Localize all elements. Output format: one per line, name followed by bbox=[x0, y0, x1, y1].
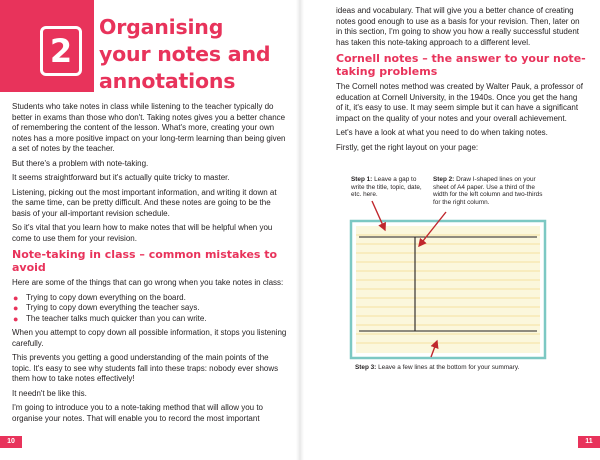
chapter-title-line-2: your notes and bbox=[99, 42, 271, 66]
paragraph: I'm going to introduce you to a note-taking method that will allow you to organise your notes. That will enable you to record the most important bbox=[12, 403, 264, 423]
chapter-title-line-1: Organising bbox=[99, 15, 224, 39]
page-number-left: 10 bbox=[0, 436, 22, 448]
paragraph: Here are some of the things that can go wrong when you take notes in class: bbox=[12, 278, 284, 287]
section-heading-mistakes: Note-taking in class – common mistakes to avoid bbox=[12, 248, 278, 274]
step-1-arrow bbox=[372, 201, 385, 230]
paragraph: Let's have a look at what you need to do when taking notes. bbox=[336, 128, 548, 137]
paragraph: Listening, picking out the most important information, and writing it down at the same time, can be pretty difficult. And these notes are going to be the basis of your all-important revision schedule. bbox=[12, 187, 277, 218]
paragraph: So it's vital that you learn how to make notes that will be helpful when you come to use them for your revision. bbox=[12, 223, 273, 243]
paragraph: Firstly, get the right layout on your page: bbox=[336, 142, 479, 152]
bullet-icon: ● bbox=[13, 303, 19, 313]
paragraph: It needn't be like this. bbox=[12, 388, 87, 398]
paragraph: When you attempt to copy down all possible information, it stops you listening carefully. bbox=[12, 328, 287, 348]
paragraph: It seems straightforward but it's actually quite tricky to master. bbox=[12, 173, 230, 182]
chapter-number: 2 bbox=[40, 26, 82, 76]
paragraph: ideas and vocabulary. That will give you a better chance of creating notes good enough to use as a basis for your revision. Then, later on in this section, I'm going to show you how a really successful student has taken this note-taking approach to a different level. bbox=[336, 6, 580, 47]
chapter-title-line-3: annotations bbox=[99, 69, 236, 93]
list-item: ● Trying to copy down everything on the board. bbox=[13, 292, 186, 303]
list-item: ● Trying to copy down everything the teacher says. bbox=[13, 303, 200, 313]
step-2-caption: Step 2: Draw I-shaped lines on your sheet of A4 paper. Use a third of the width for the left column and two-thirds for the right column. bbox=[433, 176, 543, 206]
page-number-right: 11 bbox=[578, 436, 600, 448]
paragraph: The Cornell notes method was created by Walter Pauk, a professor of education at Cornell University, in the 1940s. Once you get the hang of it, it's easy to use. It may seem simple but it can have a significant impact on the quality of your notes and your overall achievement. bbox=[336, 82, 583, 123]
bullet-icon: ● bbox=[13, 292, 19, 303]
list-item: ● The teacher talks much quicker than you can write. bbox=[13, 313, 207, 324]
section-heading-cornell: Cornell notes – the answer to your note-taking problems bbox=[336, 52, 586, 78]
bullet-icon: ● bbox=[13, 313, 19, 324]
paragraph: This prevents you getting a good understanding of the main points of the topic. It's easy to see why students fall into these traps: nobody ever shows them how to take notes effectively! bbox=[12, 353, 279, 383]
paragraph: Students who take notes in class while listening to the teacher typically do better in exams than those who don't. Taking notes gives you a better chance of remembering the content of the lesson. What's more, creating your own notes has a more positive impact on your long-term learning than being given a set of notes by the teacher. bbox=[12, 102, 286, 153]
paragraph: But there's a problem with note-taking. bbox=[12, 158, 149, 168]
step-1-caption: Step 1: Leave a gap to write the title, topic, date, etc. here. bbox=[351, 176, 422, 199]
step-3-caption: Step 3: Leave a few lines at the bottom for your summary. bbox=[355, 364, 520, 371]
